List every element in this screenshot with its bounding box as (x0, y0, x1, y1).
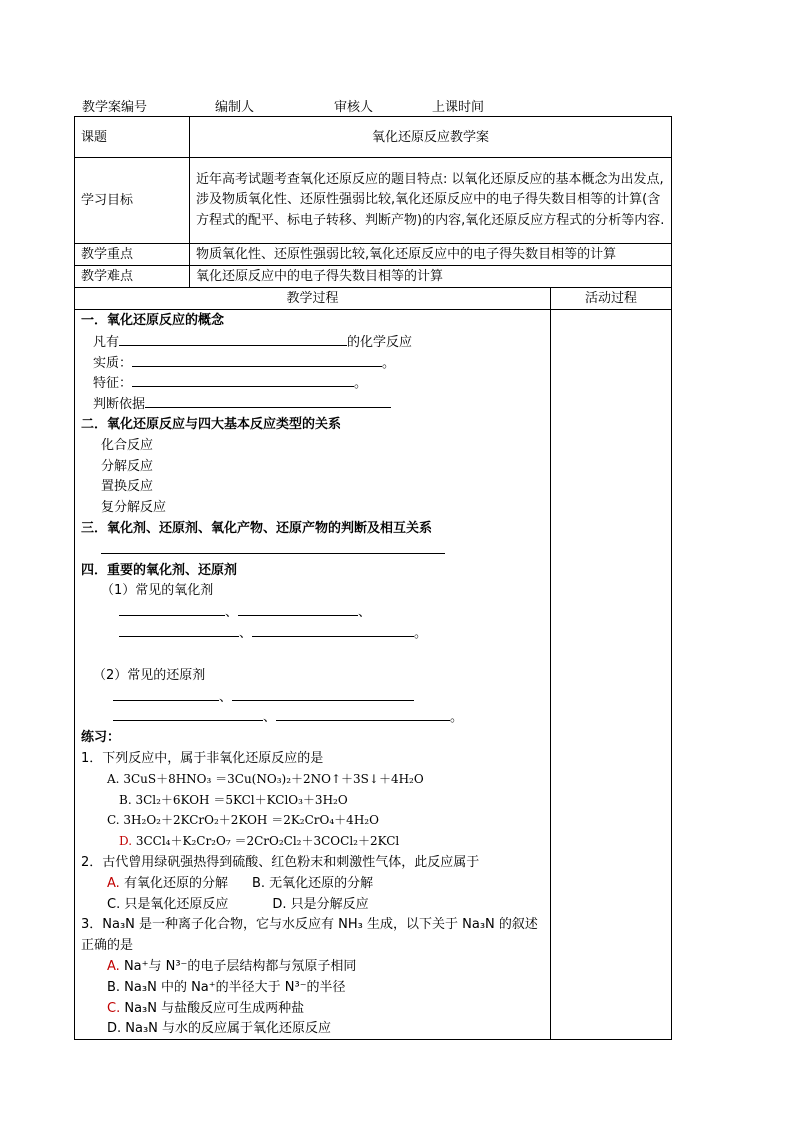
q3-option-a: A. Na⁺与 N³⁻的电子层结构都与氖原子相同 (107, 958, 357, 974)
section-3-title: 三．氧化剂、还原剂、氧化产物、还原产物的判断及相互关系 (81, 520, 433, 536)
blank-field (101, 539, 445, 554)
oxidizer-line-2: 、 。 (81, 622, 544, 643)
key-value: 物质氧化性、还原性强弱比较,氧化还原反应中的电子得失数目相等的计算 (190, 244, 672, 266)
lesson-plan-table (74, 116, 672, 1040)
practice-title: 练习： (81, 730, 121, 746)
topic-label: 课题 (75, 117, 190, 158)
process-content (75, 310, 551, 1040)
oxidizer-line-1: 、 、 (81, 601, 544, 622)
oxidizer-subtitle: （1）常见的氧化剂 (101, 583, 214, 599)
q3-option-b: B. Na₃N 中的 Na⁺的半径大于 N³⁻的半径 (107, 979, 346, 995)
spacer (81, 643, 544, 665)
blank-field (132, 352, 382, 367)
reaction-type-item: 分解反应 (101, 458, 154, 474)
question-3-line-2: 正确的是 (81, 938, 134, 954)
key-label: 教学重点 (75, 244, 190, 266)
class-time-label: 上课时间 (432, 100, 485, 115)
blank-field (238, 601, 358, 616)
key-row (75, 244, 672, 266)
blank-field (276, 706, 450, 721)
q2-options-row-1: A. 有氧化还原的分解 B. 无氧化还原的分解 (107, 875, 374, 891)
blank-field (119, 601, 225, 616)
blank-field (113, 706, 263, 721)
q3-option-d: D. Na₃N 与水的反应属于氧化还原反应 (107, 1021, 332, 1037)
q1-option-b: B. 3Cl₂＋6KOH ＝5KCl＋KClO₃＋3H₂O (119, 792, 348, 807)
question-1: 1．下列反应中，属于非氧化还原反应的是 (81, 750, 324, 766)
question-2: 2．古代曾用绿矾强热得到硫酸、红色粉末和刺激性气体，此反应属于 (81, 854, 480, 870)
reaction-type-item: 复分解反应 (101, 500, 167, 516)
difficulty-label: 教学难点 (75, 266, 190, 288)
editor-label: 编制人 (215, 100, 255, 115)
goal-label: 学习目标 (75, 158, 190, 244)
concept-line-4: 判断依据 (81, 393, 544, 414)
blank-field (119, 622, 239, 637)
process-header-row (75, 288, 672, 310)
q1-option-d: D. 3CCl₄＋K₂Cr₂O₇ ＝2CrO₂Cl₂＋3COCl₂＋2KCl (119, 834, 400, 849)
topic-value: 氧化还原反应教学案 (190, 117, 672, 158)
blank-field (252, 622, 414, 637)
section-2-title: 二．氧化还原反应与四大基本反应类型的关系 (81, 416, 342, 432)
q3-option-c: C. Na₃N 与盐酸反应可生成两种盐 (107, 1000, 305, 1016)
process-body-row (75, 310, 672, 1040)
blank-field (119, 331, 347, 346)
blank-field (145, 393, 391, 408)
case-number-label: 教学案编号 (82, 100, 148, 115)
concept-line-1: 凡有 的化学反应 (81, 331, 544, 352)
reviewer-label: 审核人 (334, 100, 374, 115)
goal-row (75, 158, 672, 244)
reaction-type-item: 置换反应 (101, 479, 154, 495)
section-1-title: 一．氧化还原反应的概念 (81, 313, 225, 328)
topic-row (75, 117, 672, 158)
document-header (82, 96, 682, 114)
blank-field (113, 686, 219, 701)
concept-line-2: 实质： 。 (81, 352, 544, 373)
reaction-type-item: 化合反应 (101, 437, 154, 453)
blank-field (232, 686, 414, 701)
question-3-line-1: 3．Na₃N 是一种离子化合物，它与水反应有 NH₃ 生成，以下关于 Na₃N 的叙述 (81, 917, 538, 933)
q1-option-c: C. 3H₂O₂＋2KCrO₂＋2KOH ＝2K₂CrO₄＋4H₂O (107, 813, 379, 828)
section-3-blank-line (81, 539, 544, 560)
difficulty-row (75, 266, 672, 288)
activity-content (551, 310, 672, 1040)
q2-options-row-2: C. 只是氧化还原反应 D. 只是分解反应 (107, 896, 369, 912)
blank-field (132, 372, 354, 387)
concept-line-3: 特征： 。 (81, 372, 544, 393)
section-4-title: 四．重要的氧化剂、还原剂 (81, 562, 238, 578)
q1-option-a: A. 3CuS＋8HNO₃ ＝3Cu(NO₃)₂＋2NO↑＋3S↓＋4H₂O (107, 771, 424, 786)
difficulty-value: 氧化还原反应中的电子得失数目相等的计算 (190, 266, 672, 288)
activity-header: 活动过程 (551, 288, 672, 310)
reducer-line-2: 、 。 (81, 706, 544, 727)
reducer-line-1: 、 (81, 686, 544, 707)
process-header: 教学过程 (75, 288, 551, 310)
goal-value: 近年高考试题考查氧化还原反应的题目特点: 以氧化还原反应的基本概念为出发点,涉及物质氧化性、还原性强弱比较,氧化还原反应中的电子得失数目相等的计算(含方程式的配平、标电子转移、判断产物)的内容,氧化还原反应方程式的分析等内容. (190, 158, 672, 244)
reducer-subtitle: （2）常见的还原剂 (93, 667, 206, 683)
